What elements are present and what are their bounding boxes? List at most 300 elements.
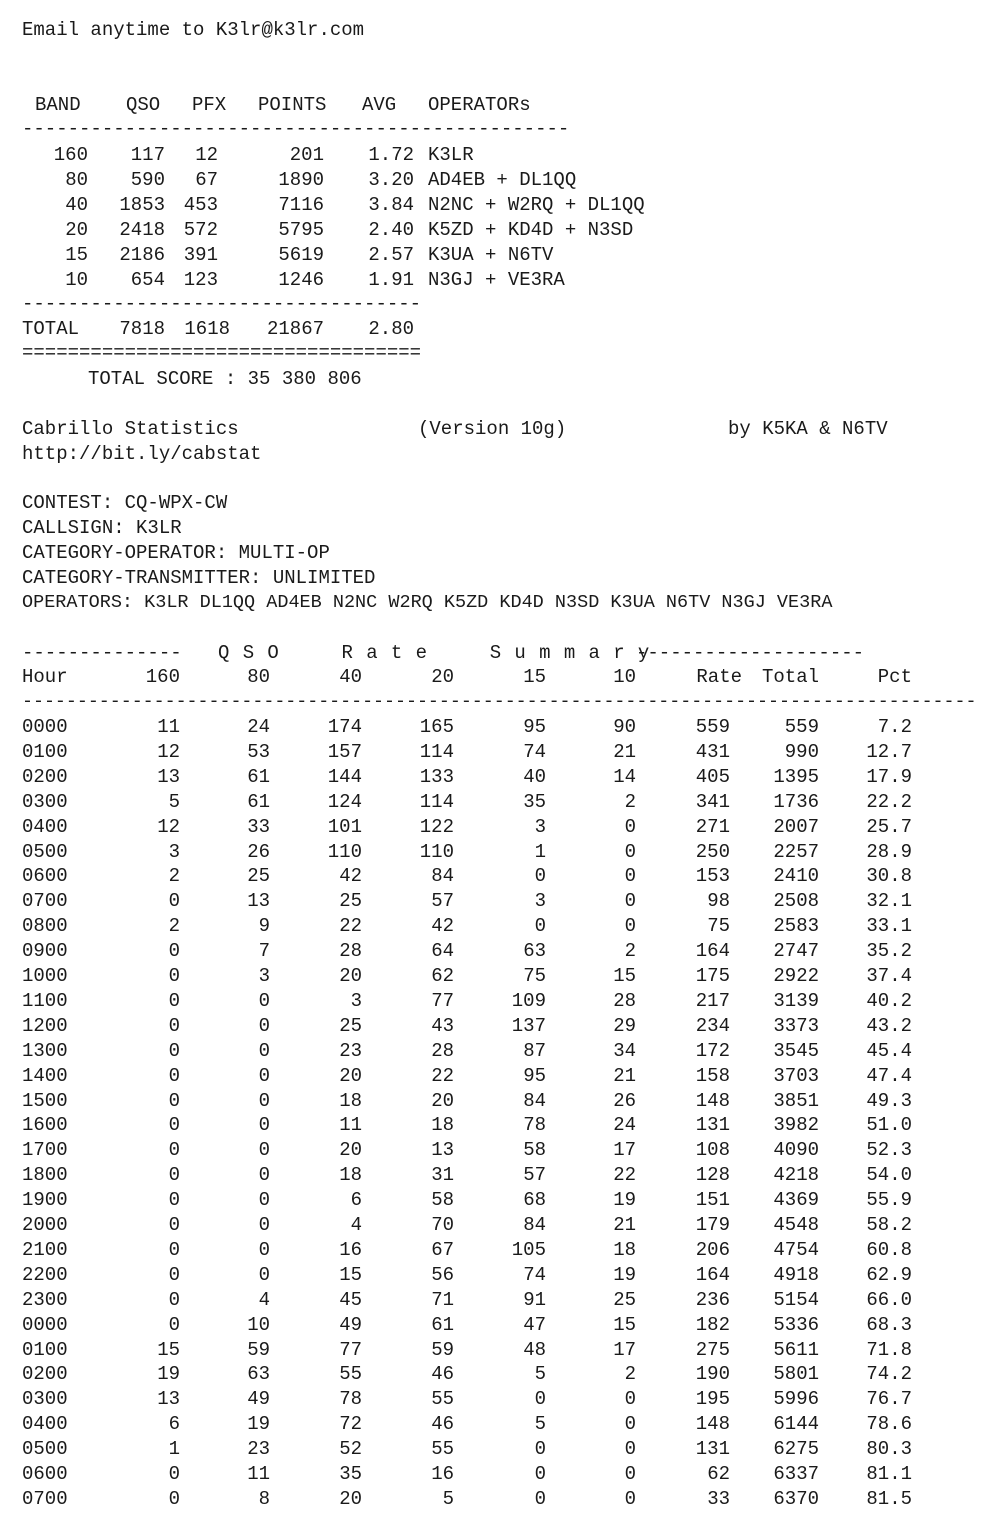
hour-cell: 1600 (22, 1114, 68, 1137)
total-cell: 2257 (773, 840, 819, 863)
band-80-cell: 61 (247, 790, 270, 813)
pct-cell: 40.2 (866, 989, 912, 1012)
band-160-cell: 0 (168, 940, 180, 963)
band-160-cell: 0 (168, 1263, 180, 1286)
band-80-cell: 0 (258, 1263, 270, 1286)
band-10-cell: 15 (613, 1313, 636, 1336)
band-80-cell: 10 (247, 1313, 270, 1336)
band-15-cell: 74 (523, 740, 546, 763)
rate-cell: 250 (695, 840, 730, 863)
rate-cell: 108 (695, 1139, 730, 1162)
band-15-cell: 40 (523, 765, 546, 788)
band-40-cell: 124 (327, 790, 362, 813)
band-summary-rule-top: ------------------------------------------------ (22, 118, 570, 140)
col-40-header: 40 (339, 666, 362, 688)
band-summary-rule-bottom: =================================== (22, 342, 422, 364)
operators-cell: K5ZD + KD4D + N3SD (428, 219, 634, 241)
rate-cell: 148 (695, 1413, 730, 1436)
band-160-cell: 13 (157, 1388, 180, 1411)
col-pfx-header: PFX (192, 94, 227, 116)
col-160-header: 160 (145, 666, 180, 688)
band-20-cell: 71 (431, 1288, 454, 1311)
band-20-cell: 5 (442, 1487, 454, 1510)
hour-cell: 1000 (22, 965, 68, 987)
band-10-cell: 2 (624, 1363, 636, 1386)
band-20-cell: 46 (431, 1413, 454, 1436)
band-80-cell: 26 (247, 840, 270, 863)
pct-cell: 60.8 (866, 1238, 912, 1261)
band-15-cell: 3 (534, 815, 546, 838)
band-15-cell: 57 (523, 1164, 546, 1187)
band-40-cell: 20 (339, 1139, 362, 1162)
rate-cell: 62 (707, 1463, 730, 1485)
pct-cell: 55.9 (866, 1189, 912, 1212)
pfx-cell: 123 (183, 269, 218, 291)
band-cell: 15 (65, 244, 88, 266)
total-avg: 2.80 (368, 318, 414, 340)
band-40-cell: 110 (327, 840, 362, 863)
avg-cell: 2.57 (368, 244, 414, 266)
avg-cell: 1.72 (368, 144, 414, 166)
operators-cell: K3LR (428, 144, 474, 166)
band-40-cell: 3 (350, 989, 362, 1012)
callsign-line: CALLSIGN: K3LR (22, 517, 182, 539)
hour-cell: 0000 (22, 716, 68, 738)
band-20-cell: 61 (431, 1313, 454, 1336)
rate-cell: 164 (695, 940, 730, 963)
col-80-header: 80 (247, 666, 270, 688)
rate-cell: 158 (695, 1064, 730, 1087)
band-160-cell: 12 (157, 815, 180, 838)
band-80-cell: 13 (247, 890, 270, 913)
band-40-cell: 18 (339, 1164, 362, 1187)
pct-cell: 25.7 (866, 815, 912, 838)
points-cell: 201 (289, 144, 324, 166)
pct-cell: 81.5 (866, 1487, 912, 1510)
pct-cell: 62.9 (866, 1263, 912, 1286)
band-160-cell: 0 (168, 989, 180, 1012)
band-80-cell: 49 (247, 1388, 270, 1411)
total-cell: 4369 (773, 1189, 819, 1212)
hour-cell: 0200 (22, 765, 68, 788)
band-15-cell: 0 (534, 865, 546, 888)
band-40-cell: 16 (339, 1238, 362, 1261)
pct-cell: 33.1 (866, 915, 912, 938)
rate-cell: 151 (695, 1189, 730, 1212)
hour-cell: 2000 (22, 1214, 68, 1236)
band-80-cell: 0 (258, 1089, 270, 1112)
band-40-cell: 20 (339, 1064, 362, 1087)
band-20-cell: 20 (431, 1089, 454, 1112)
rate-cell: 179 (695, 1214, 730, 1236)
band-10-cell: 24 (613, 1114, 636, 1137)
band-40-cell: 4 (350, 1214, 362, 1236)
hour-cell: 0800 (22, 915, 68, 938)
band-40-cell: 28 (339, 940, 362, 963)
col-qso-header: QSO (126, 94, 161, 116)
band-80-cell: 9 (258, 915, 270, 938)
band-80-cell: 0 (258, 1214, 270, 1236)
band-15-cell: 95 (523, 1064, 546, 1087)
total-cell: 2747 (773, 940, 819, 963)
band-20-cell: 13 (431, 1139, 454, 1162)
rate-cell: 164 (695, 1263, 730, 1286)
pct-cell: 28.9 (866, 840, 912, 863)
band-40-cell: 25 (339, 890, 362, 913)
band-15-cell: 0 (534, 1463, 546, 1485)
total-label: TOTAL (22, 318, 80, 340)
band-10-cell: 15 (613, 965, 636, 987)
pct-cell: 43.2 (866, 1014, 912, 1037)
pct-cell: 74.2 (866, 1363, 912, 1386)
band-15-cell: 63 (523, 940, 546, 963)
total-cell: 6370 (773, 1487, 819, 1510)
band-160-cell: 12 (157, 740, 180, 763)
band-40-cell: 72 (339, 1413, 362, 1436)
category-operator-line: CATEGORY-OPERATOR: MULTI-OP (22, 542, 330, 564)
rate-cell: 128 (695, 1164, 730, 1187)
band-15-cell: 35 (523, 790, 546, 813)
band-20-cell: 133 (419, 765, 454, 788)
total-cell: 5336 (773, 1313, 819, 1336)
band-15-cell: 75 (523, 965, 546, 987)
hour-cell: 0100 (22, 740, 68, 763)
rate-cell: 175 (695, 965, 730, 987)
band-20-cell: 46 (431, 1363, 454, 1386)
col-total-header: Total (761, 666, 819, 688)
col-avg-header: AVG (362, 94, 397, 116)
band-80-cell: 7 (258, 940, 270, 963)
band-15-cell: 91 (523, 1288, 546, 1311)
band-160-cell: 2 (168, 915, 180, 938)
col-15-header: 15 (523, 666, 546, 688)
band-40-cell: 144 (327, 765, 362, 788)
hour-cell: 1200 (22, 1014, 68, 1037)
band-10-cell: 22 (613, 1164, 636, 1187)
rate-cell: 148 (695, 1089, 730, 1112)
band-15-cell: 95 (523, 716, 546, 738)
band-160-cell: 0 (168, 1313, 180, 1336)
qso-cell: 1853 (119, 194, 165, 216)
hour-cell: 1400 (22, 1064, 68, 1087)
total-cell: 1736 (773, 790, 819, 813)
band-10-cell: 0 (624, 1463, 636, 1485)
rate-cell: 75 (707, 915, 730, 938)
band-10-cell: 21 (613, 1214, 636, 1236)
band-10-cell: 21 (613, 1064, 636, 1087)
band-15-cell: 68 (523, 1189, 546, 1212)
col-rate-header: Rate (696, 666, 742, 688)
total-cell: 3982 (773, 1114, 819, 1137)
points-cell: 1246 (278, 269, 324, 291)
hour-cell: 0600 (22, 1463, 68, 1485)
band-20-cell: 122 (419, 815, 454, 838)
band-80-cell: 0 (258, 1139, 270, 1162)
band-15-cell: 5 (534, 1413, 546, 1436)
band-40-cell: 18 (339, 1089, 362, 1112)
rate-cell: 431 (695, 740, 730, 763)
hour-cell: 1100 (22, 989, 68, 1012)
points-cell: 7116 (278, 194, 324, 216)
contest-line: CONTEST: CQ-WPX-CW (22, 492, 228, 514)
band-160-cell: 0 (168, 1463, 180, 1485)
band-40-cell: 25 (339, 1014, 362, 1037)
band-20-cell: 22 (431, 1064, 454, 1087)
band-40-cell: 101 (327, 815, 362, 838)
band-80-cell: 59 (247, 1338, 270, 1361)
pct-cell: 47.4 (866, 1064, 912, 1087)
rate-title-rule-left: -------------- (22, 642, 182, 664)
total-cell: 6337 (773, 1463, 819, 1485)
band-160-cell: 0 (168, 965, 180, 987)
band-10-cell: 25 (613, 1288, 636, 1311)
band-160-cell: 3 (168, 840, 180, 863)
total-cell: 1395 (773, 765, 819, 788)
band-20-cell: 64 (431, 940, 454, 963)
cabrillo-url: http://bit.ly/cabstat (22, 443, 262, 465)
qso-cell: 117 (130, 144, 165, 166)
total-cell: 4548 (773, 1214, 819, 1236)
avg-cell: 3.20 (368, 169, 414, 191)
band-20-cell: 110 (419, 840, 454, 863)
band-20-cell: 16 (431, 1463, 454, 1485)
band-160-cell: 0 (168, 1189, 180, 1212)
band-15-cell: 47 (523, 1313, 546, 1336)
band-20-cell: 31 (431, 1164, 454, 1187)
qso-cell: 590 (130, 169, 165, 191)
col-band-header: BAND (35, 94, 81, 116)
total-cell: 3373 (773, 1014, 819, 1037)
hour-cell: 0200 (22, 1363, 68, 1386)
pct-cell: 76.7 (866, 1388, 912, 1411)
band-10-cell: 0 (624, 890, 636, 913)
band-160-cell: 0 (168, 1039, 180, 1062)
band-160-cell: 15 (157, 1338, 180, 1361)
band-80-cell: 63 (247, 1363, 270, 1386)
total-cell: 3703 (773, 1064, 819, 1087)
rate-cell: 131 (695, 1114, 730, 1137)
pct-cell: 80.3 (866, 1438, 912, 1461)
band-20-cell: 18 (431, 1114, 454, 1137)
band-80-cell: 25 (247, 865, 270, 888)
band-10-cell: 17 (613, 1139, 636, 1162)
band-20-cell: 77 (431, 989, 454, 1012)
total-cell: 5801 (773, 1363, 819, 1386)
band-40-cell: 23 (339, 1039, 362, 1062)
operators-cell: AD4EB + DL1QQ (428, 169, 577, 191)
hour-cell: 2300 (22, 1288, 68, 1311)
band-15-cell: 74 (523, 1263, 546, 1286)
total-cell: 990 (784, 740, 819, 763)
band-80-cell: 61 (247, 765, 270, 788)
band-cell: 160 (53, 144, 88, 166)
pct-cell: 54.0 (866, 1164, 912, 1187)
band-10-cell: 19 (613, 1189, 636, 1212)
band-160-cell: 0 (168, 1139, 180, 1162)
total-cell: 4754 (773, 1238, 819, 1261)
rate-summary-title: QSO Rate Summary (218, 642, 663, 664)
band-20-cell: 28 (431, 1039, 454, 1062)
band-20-cell: 67 (431, 1238, 454, 1261)
qso-cell: 654 (130, 269, 165, 291)
pct-cell: 52.3 (866, 1139, 912, 1162)
band-cell: 80 (65, 169, 88, 191)
band-160-cell: 0 (168, 1089, 180, 1112)
total-cell: 5611 (773, 1338, 819, 1361)
band-20-cell: 114 (419, 740, 454, 763)
total-cell: 6144 (773, 1413, 819, 1436)
band-10-cell: 2 (624, 940, 636, 963)
total-cell: 2007 (773, 815, 819, 838)
band-80-cell: 0 (258, 1114, 270, 1137)
qso-cell: 2418 (119, 219, 165, 241)
band-160-cell: 0 (168, 1164, 180, 1187)
band-40-cell: 55 (339, 1363, 362, 1386)
band-80-cell: 33 (247, 815, 270, 838)
pct-cell: 71.8 (866, 1338, 912, 1361)
band-15-cell: 84 (523, 1214, 546, 1236)
band-15-cell: 58 (523, 1139, 546, 1162)
band-20-cell: 62 (431, 965, 454, 987)
total-cell: 2410 (773, 865, 819, 888)
band-cell: 10 (65, 269, 88, 291)
rate-cell: 98 (707, 890, 730, 913)
pct-cell: 78.6 (866, 1413, 912, 1436)
band-20-cell: 114 (419, 790, 454, 813)
qso-cell: 2186 (119, 244, 165, 266)
rate-cell: 33 (707, 1487, 730, 1510)
band-160-cell: 0 (168, 1114, 180, 1137)
pfx-cell: 391 (183, 244, 218, 266)
band-160-cell: 0 (168, 1288, 180, 1311)
avg-cell: 3.84 (368, 194, 414, 216)
band-80-cell: 19 (247, 1413, 270, 1436)
band-160-cell: 11 (157, 716, 180, 738)
band-160-cell: 2 (168, 865, 180, 888)
hour-cell: 1700 (22, 1139, 68, 1162)
points-cell: 1890 (278, 169, 324, 191)
rate-cell: 559 (695, 716, 730, 738)
band-40-cell: 42 (339, 865, 362, 888)
hour-cell: 0400 (22, 1413, 68, 1436)
band-80-cell: 11 (247, 1463, 270, 1485)
band-160-cell: 6 (168, 1413, 180, 1436)
rate-cell: 405 (695, 765, 730, 788)
rate-cell: 234 (695, 1014, 730, 1037)
rate-cell: 172 (695, 1039, 730, 1062)
pct-cell: 81.1 (866, 1463, 912, 1485)
band-10-cell: 0 (624, 915, 636, 938)
band-80-cell: 0 (258, 1039, 270, 1062)
band-15-cell: 5 (534, 1363, 546, 1386)
hour-cell: 0500 (22, 1438, 68, 1461)
total-cell: 2922 (773, 965, 819, 987)
email-line: Email anytime to K3lr@k3lr.com (22, 19, 365, 41)
col-points-header: POINTS (258, 94, 327, 116)
band-20-cell: 58 (431, 1189, 454, 1212)
band-40-cell: 11 (339, 1114, 362, 1137)
band-10-cell: 0 (624, 1413, 636, 1436)
band-20-cell: 165 (419, 716, 454, 738)
band-15-cell: 0 (534, 1388, 546, 1411)
band-15-cell: 0 (534, 1487, 546, 1510)
hour-cell: 1800 (22, 1164, 68, 1187)
band-40-cell: 35 (339, 1463, 362, 1485)
hour-cell: 2200 (22, 1263, 68, 1286)
band-15-cell: 105 (511, 1238, 546, 1261)
band-cell: 40 (65, 194, 88, 216)
band-80-cell: 23 (247, 1438, 270, 1461)
band-15-cell: 0 (534, 915, 546, 938)
band-summary-rule-mid: ----------------------------------- (22, 293, 422, 315)
band-15-cell: 1 (534, 840, 546, 863)
band-20-cell: 70 (431, 1214, 454, 1236)
total-cell: 2508 (773, 890, 819, 913)
avg-cell: 2.40 (368, 219, 414, 241)
total-qso: 7818 (119, 318, 165, 340)
cabrillo-title: Cabrillo Statistics (22, 418, 239, 440)
operators-line: OPERATORS: K3LR DL1QQ AD4EB N2NC W2RQ K5ZD KD4D N3SD K3UA N6TV N3GJ VE3RA (22, 592, 833, 613)
rate-cell: 131 (695, 1438, 730, 1461)
band-40-cell: 6 (350, 1189, 362, 1212)
operators-cell: N3GJ + VE3RA (428, 269, 565, 291)
band-160-cell: 0 (168, 1238, 180, 1261)
band-160-cell: 1 (168, 1438, 180, 1461)
total-cell: 559 (784, 716, 819, 738)
band-40-cell: 49 (339, 1313, 362, 1336)
pct-cell: 30.8 (866, 865, 912, 888)
band-10-cell: 0 (624, 865, 636, 888)
col-operators-header: OPERATORs (428, 94, 531, 116)
band-10-cell: 26 (613, 1089, 636, 1112)
band-10-cell: 28 (613, 989, 636, 1012)
pfx-cell: 572 (183, 219, 218, 241)
points-cell: 5795 (278, 219, 324, 241)
band-10-cell: 0 (624, 840, 636, 863)
band-20-cell: 56 (431, 1263, 454, 1286)
total-cell: 5154 (773, 1288, 819, 1311)
band-160-cell: 0 (168, 1014, 180, 1037)
rate-cell: 275 (695, 1338, 730, 1361)
band-80-cell: 0 (258, 989, 270, 1012)
rate-summary-rule: --------------------------------------------------------------------------------------- (22, 692, 977, 712)
band-20-cell: 57 (431, 890, 454, 913)
band-10-cell: 90 (613, 716, 636, 738)
band-40-cell: 174 (327, 716, 362, 738)
band-10-cell: 14 (613, 765, 636, 788)
hour-cell: 0500 (22, 840, 68, 863)
band-15-cell: 78 (523, 1114, 546, 1137)
hour-cell: 1500 (22, 1089, 68, 1112)
band-20-cell: 55 (431, 1388, 454, 1411)
total-cell: 5996 (773, 1388, 819, 1411)
band-80-cell: 8 (258, 1487, 270, 1510)
band-80-cell: 4 (258, 1288, 270, 1311)
band-10-cell: 34 (613, 1039, 636, 1062)
col-hour-header: Hour (22, 666, 68, 688)
operators-cell: N2NC + W2RQ + DL1QQ (428, 194, 645, 216)
hour-cell: 0100 (22, 1338, 68, 1361)
band-80-cell: 3 (258, 965, 270, 987)
category-transmitter-line: CATEGORY-TRANSMITTER: UNLIMITED (22, 567, 376, 589)
band-20-cell: 59 (431, 1338, 454, 1361)
total-cell: 4090 (773, 1139, 819, 1162)
band-10-cell: 0 (624, 1388, 636, 1411)
avg-cell: 1.91 (368, 269, 414, 291)
band-160-cell: 19 (157, 1363, 180, 1386)
pct-cell: 12.7 (866, 740, 912, 763)
pfx-cell: 67 (195, 169, 218, 191)
